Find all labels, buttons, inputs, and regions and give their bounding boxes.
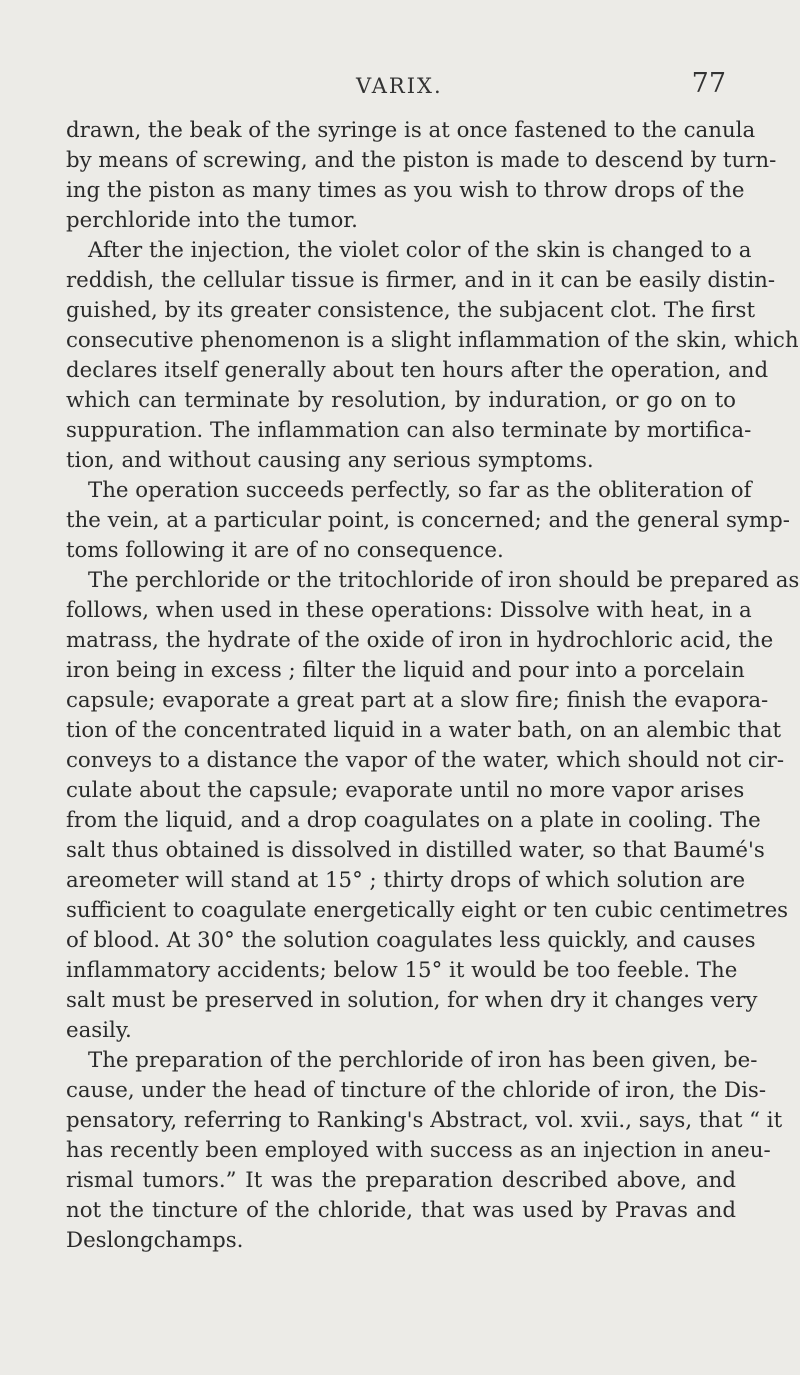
- text-line: tion, and without causing any serious symptoms.: [66, 448, 594, 473]
- text-line: of blood. At 30° the solution coagulates less quickly, and causes: [66, 928, 756, 953]
- body-text: [66, 116, 800, 1256]
- text-line: guished, by its greater consistence, the subjacent clot. The first: [66, 298, 756, 323]
- text-line: easily.: [66, 1018, 132, 1043]
- text-line: iron being in excess ; filter the liquid and pour into a porcelain: [66, 658, 745, 683]
- text-line: has recently been employed with success as an injection in aneu-: [66, 1138, 771, 1163]
- text-line: The perchloride or the tritochloride of iron should be prepared as: [88, 568, 800, 593]
- text-line: reddish, the cellular tissue is firmer, and in it can be easily distin-: [66, 268, 776, 293]
- text-line: The preparation of the perchloride of iron has been given, be-: [88, 1048, 758, 1073]
- text-line: tion of the concentrated liquid in a water bath, on an alembic that: [66, 718, 782, 743]
- text-line: perchloride into the tumor.: [66, 208, 358, 233]
- text-line: culate about the capsule; evaporate until no more vapor arises: [66, 778, 745, 803]
- text-line: salt thus obtained is dissolved in distilled water, so that Baumé's: [66, 838, 765, 863]
- text-line: declares itself generally about ten hours after the operation, and: [66, 358, 769, 383]
- text-line: the vein, at a particular point, is concerned; and the general symp-: [66, 508, 790, 533]
- text-line: not the tincture of the chloride, that was used by Pravas and: [66, 1198, 736, 1223]
- text-line: consecutive phenomenon is a slight inflammation of the skin, which: [66, 328, 799, 353]
- text-line: by means of screwing, and the piston is made to descend by turn-: [66, 148, 777, 173]
- text-line: conveys to a distance the vapor of the water, which should not cir-: [66, 748, 785, 773]
- text-line: sufficient to coagulate energetically eight or ten cubic centimetres: [66, 898, 789, 923]
- text-line: follows, when used in these operations: Dissolve with heat, in a: [66, 598, 752, 623]
- text-line: ing the piston as many times as you wish to throw drops of the: [66, 178, 745, 203]
- text-line: from the liquid, and a drop coagulates on a plate in cooling. The: [66, 808, 761, 833]
- text-line: pensatory, referring to Ranking's Abstract, vol. xvii., says, that “ it: [66, 1108, 783, 1133]
- text-line: drawn, the beak of the syringe is at once fastened to the canula: [66, 118, 756, 143]
- text-line: cause, under the head of tincture of the chloride of iron, the Dis-: [66, 1078, 767, 1103]
- page-number: 77: [691, 68, 726, 99]
- running-head: VARIX.: [356, 74, 443, 98]
- text-line: capsule; evaporate a great part at a slow fire; finish the evapora-: [66, 688, 769, 713]
- text-line: The operation succeeds perfectly, so far as the obliteration of: [88, 478, 752, 503]
- text-line: matrass, the hydrate of the oxide of iron in hydrochloric acid, the: [66, 628, 774, 653]
- text-line: Deslongchamps.: [66, 1228, 244, 1253]
- text-line: After the injection, the violet color of the skin is changed to a: [88, 238, 752, 263]
- text-line: inflammatory accidents; below 15° it would be too feeble. The: [66, 958, 738, 983]
- text-line: rismal tumors.” It was the preparation described above, and: [66, 1168, 736, 1193]
- text-line: which can terminate by resolution, by induration, or go on to: [66, 388, 736, 413]
- text-line: toms following it are of no consequence.: [66, 538, 504, 563]
- text-line: areometer will stand at 15° ; thirty drops of which solution are: [66, 868, 746, 893]
- text-line: salt must be preserved in solution, for when dry it changes very: [66, 988, 758, 1013]
- text-line: suppuration. The inflammation can also terminate by mortifica-: [66, 418, 752, 443]
